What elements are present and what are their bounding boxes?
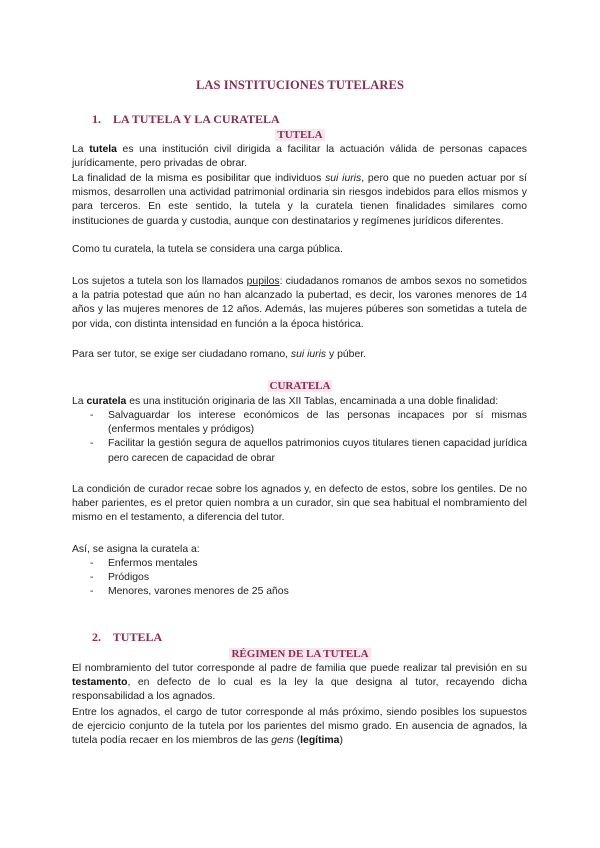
text-run: legítima xyxy=(300,735,340,747)
text-run: El nombramiento del tutor corresponde al padre de familia que puede realizar tal previsión en su xyxy=(72,663,527,674)
bullet-dash: - xyxy=(90,410,94,421)
bullet-dash: - xyxy=(90,438,94,450)
list-item-text: Facilitar la gestión segura de aquellos patrimonios cuyos titulares tienen capacidad jurídica pero carecen de capacidad de obrar xyxy=(108,438,527,464)
text-run: La finalidad de la misma es posibilitar que individuos xyxy=(72,173,326,184)
list-item-text: Salvaguardar los interese económicos de las personas incapaces por sí mismas (enfermos mentales y pródigos) xyxy=(108,410,527,436)
subheading-regimen-tutela-text: RÉGIMEN DE LA TUTELA xyxy=(231,648,369,660)
list-item-text: Pródigos xyxy=(108,572,150,584)
text-run: y púber. xyxy=(326,349,366,360)
list-item xyxy=(90,557,527,571)
text-run: , pero que no pueden actuar por sí mismos, desarrollen una actividad patrimonial ordinaria sin riesgos indebidos para ellos mismos y para terceros. En este sentido, la tutela y la curatela tienen finalidades similares como instituciones de guarda y custodia, aunque con destinatarios y regímenes jurídicos diferentes. xyxy=(72,173,527,227)
list-item xyxy=(90,585,527,599)
list-item xyxy=(90,571,527,585)
list-item-text: Enfermos mentales xyxy=(108,558,198,569)
section-1-number: 1. xyxy=(92,112,101,126)
section-1-title: LA TUTELA Y LA CURATELA xyxy=(113,112,280,126)
text-run: Los sujetos a tutela son los llamados xyxy=(72,276,247,287)
list-item xyxy=(90,409,527,437)
paragraph-requisitos-tutor xyxy=(72,348,527,362)
paragraph-tutela-definition xyxy=(72,143,527,171)
subheading-curatela xyxy=(0,380,600,392)
document-title: LAS INSTITUCIONES TUTELARES xyxy=(195,78,405,92)
paragraph-condicion-curador: La condición de curador recae sobre los agnados y, en defecto de estos, sobre los gentiles. De no haber parientes, es el pretor quien nombra a un curador, sin que sea habitual el nombramiento del mismo en el testamento, a diferencia del tutor. xyxy=(72,484,527,524)
text-run: sui iuris xyxy=(325,173,362,184)
text-run: Para ser tutor, se exige ser ciudadano romano, xyxy=(72,349,291,360)
list-item-text: Menores, varones menores de 25 años xyxy=(108,586,289,598)
paragraph-tutela-finalidad xyxy=(72,172,527,229)
text-run: sui iuris xyxy=(290,349,327,360)
subheading-tutela-text: TUTELA xyxy=(277,129,323,141)
text-run: es una institución civil dirigida a facilitar la actuación válida de personas capaces jurídicamente, pero privadas de obrar. xyxy=(72,144,527,170)
paragraph-carga-publica: Como tu curatela, la tutela se considera una carga pública. xyxy=(72,244,343,255)
text-run: , en defecto de lo cual es la ley la que designa al tutor, recayendo dicha responsabilidad a los agnados. xyxy=(72,677,527,703)
list-item xyxy=(90,437,527,465)
text-run: tutela xyxy=(89,144,117,155)
section-2-title: TUTELA xyxy=(112,630,163,644)
text-run: ( xyxy=(293,735,301,747)
text-run: ) xyxy=(339,735,343,747)
bullet-dash: - xyxy=(90,586,94,598)
text-run: gens xyxy=(271,735,294,747)
section-1-heading xyxy=(92,112,280,127)
bullet-dash: - xyxy=(90,558,94,569)
text-run: pupilos xyxy=(246,276,280,287)
paragraph-curatela-definition xyxy=(72,395,527,409)
section-2-number: 2. xyxy=(92,630,101,644)
text-run: testamento xyxy=(72,677,128,689)
list-curatela-sujetos xyxy=(90,557,527,600)
bullet-dash: - xyxy=(90,572,94,584)
text-run: curatela xyxy=(86,396,127,407)
text-run: Entre los agnados, el cargo de tutor corresponde al más próximo, siendo posibles los supuestos de ejercicio conjunto de la tutela por los parientes del mismo grado. En ausencia de agnados, la tutela podía recaer en los miembros de las xyxy=(72,707,527,747)
text-run: es una institución originaria de las XII Tablas, encaminada a una doble finalidad: xyxy=(126,396,499,407)
paragraph-asigna-curatela: Así, se asigna la curatela a: xyxy=(72,544,200,555)
subheading-curatela-text: CURATELA xyxy=(269,380,331,392)
text-run: La xyxy=(72,396,87,407)
text-run: : ciudadanos romanos de ambos sexos no sometidos a la patria potestad que aún no han alcanzado la pubertad, es decir, los varones menores de 14 años y las mujeres menores de 12 años. Además, las mujeres púberes son sometidas a tutela de por vida, con distinta intensidad en función a la época histórica. xyxy=(72,276,527,330)
subheading-tutela xyxy=(0,129,600,141)
section-2-heading xyxy=(92,630,162,645)
list-curatela-finalidades xyxy=(90,409,527,466)
paragraph-nombramiento-tutor xyxy=(72,662,527,705)
subheading-regimen-tutela xyxy=(0,648,600,660)
text-run: La xyxy=(72,144,90,155)
paragraph-agnados xyxy=(72,706,527,749)
paragraph-sujetos-tutela xyxy=(72,275,527,332)
